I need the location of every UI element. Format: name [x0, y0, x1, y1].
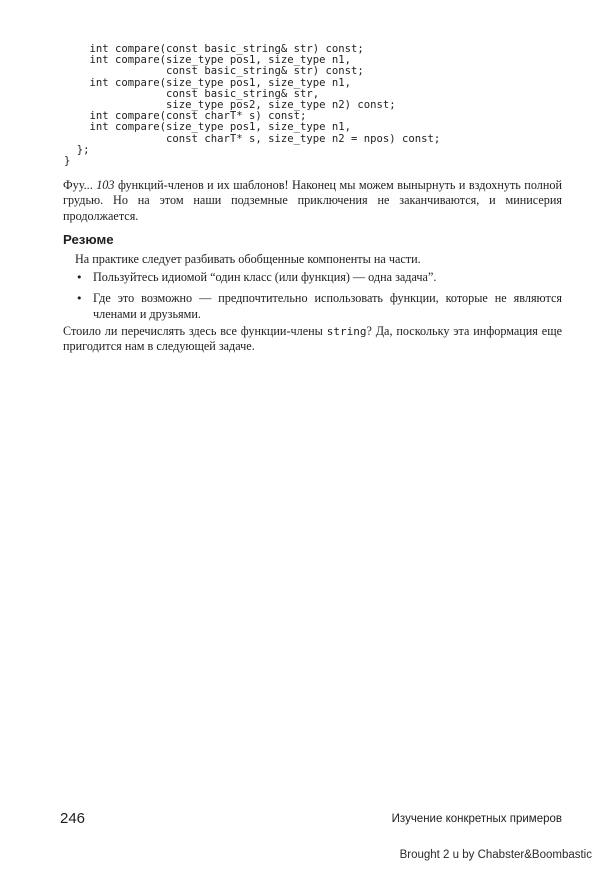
code-line: int compare(const charT* s) const; — [64, 110, 307, 123]
code-listing — [64, 44, 440, 167]
page-number: 246 — [60, 810, 86, 827]
list-item — [76, 291, 562, 322]
code-line: int compare(size_type pos1, size_type n1, — [64, 76, 352, 89]
bullet-icon: • — [76, 271, 83, 284]
bullet-icon: • — [76, 292, 83, 306]
summary-list — [76, 270, 562, 322]
running-title: Изучение конкретных примеров — [391, 813, 562, 825]
code-line: const basic_string& str, — [64, 87, 320, 100]
member-count: 103 — [96, 178, 115, 192]
code-line: size_type pos2, size_type n2) const; — [64, 98, 396, 111]
watermark: Brought 2 u by Chabster&Boombastic — [399, 849, 592, 861]
summary-lead: На практике следует разбивать обобщенные компоненты на части. — [75, 252, 421, 266]
section-heading: Резюме — [63, 232, 114, 247]
code-line: }; — [64, 143, 90, 156]
code-line: int compare(size_type pos1, size_type n1, — [64, 54, 352, 67]
intro-text-start: Фуу... — [63, 178, 97, 192]
code-line: const basic_string& str) const; — [64, 65, 364, 78]
code-line: int compare(size_type pos1, size_type n1, — [64, 121, 352, 134]
intro-paragraph — [63, 178, 562, 224]
closing-text-start: Стоило ли перечислять здесь все функции-члены — [63, 324, 327, 338]
code-line: const charT* s, size_type n2 = npos) const; — [64, 132, 441, 145]
code-line: int compare(const basic_string& str) const; — [64, 43, 364, 55]
closing-text-end: ? Да, поскольку эта информация еще пригодится нам в следующей задаче. — [63, 324, 562, 354]
code-line: } — [64, 154, 71, 167]
list-item-text: Пользуйтесь идиомой “один класс (или функция) — одна задача”. — [93, 270, 437, 284]
intro-text-end: функций-членов и их шаблонов! Наконец мы можем вынырнуть и вздохнуть полной грудью. Но на этом наши подземные приключения не заканчиваются, и минисерия продолжается. — [63, 178, 562, 223]
list-item-text: Где это возможно — предпочтительно использовать функции, которые не являются членами и друзьями. — [93, 291, 562, 321]
list-item — [76, 270, 562, 285]
closing-paragraph — [63, 324, 562, 355]
inline-code: string — [326, 325, 367, 338]
